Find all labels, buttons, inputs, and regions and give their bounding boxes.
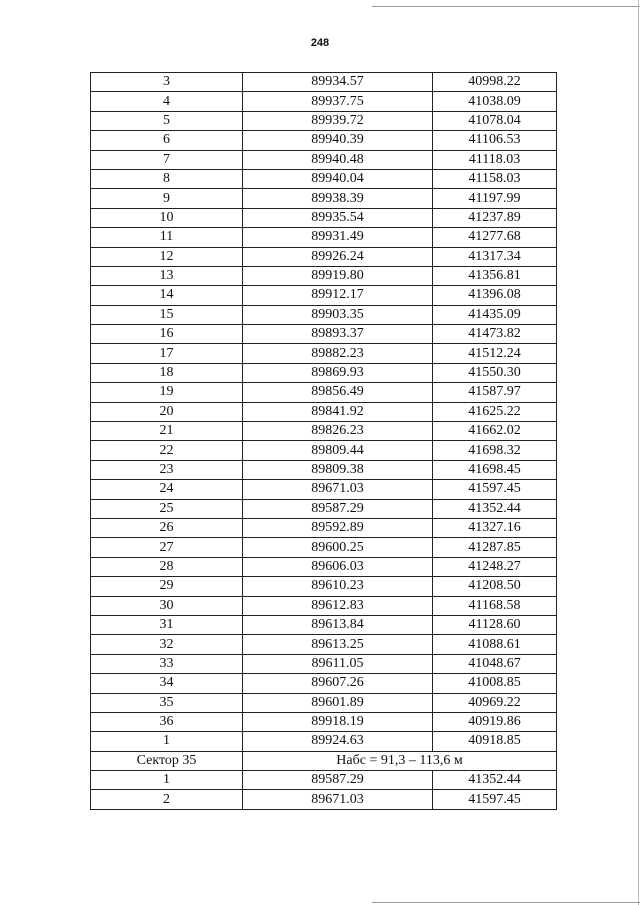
page-number: 248 (310, 37, 330, 49)
table-row (91, 790, 557, 809)
x-coordinate-cell: 89612.83 (243, 596, 433, 615)
point-number-cell: 13 (91, 266, 243, 285)
y-coordinate-cell: 41088.61 (433, 635, 557, 654)
y-coordinate-cell: 41208.50 (433, 577, 557, 596)
point-number-cell: 27 (91, 538, 243, 557)
point-number-cell: 25 (91, 499, 243, 518)
point-number-cell: 23 (91, 460, 243, 479)
x-coordinate-cell: 89606.03 (243, 557, 433, 576)
table-row (91, 557, 557, 576)
point-number-cell: 6 (91, 131, 243, 150)
x-coordinate-cell: 89587.29 (243, 771, 433, 790)
y-coordinate-cell: 41008.85 (433, 674, 557, 693)
table-row (91, 499, 557, 518)
point-number-cell: 1 (91, 732, 243, 751)
x-coordinate-cell: 89600.25 (243, 538, 433, 557)
x-coordinate-cell: 89940.48 (243, 150, 433, 169)
point-number-cell: 34 (91, 674, 243, 693)
point-number-cell: 1 (91, 771, 243, 790)
point-number-cell: 12 (91, 247, 243, 266)
point-number-cell: 29 (91, 577, 243, 596)
x-coordinate-cell: 89869.93 (243, 363, 433, 382)
point-number-cell: 30 (91, 596, 243, 615)
y-coordinate-cell: 41356.81 (433, 266, 557, 285)
y-coordinate-cell: 41317.34 (433, 247, 557, 266)
point-number-cell: 36 (91, 712, 243, 731)
table-row (91, 732, 557, 751)
x-coordinate-cell: 89882.23 (243, 344, 433, 363)
y-coordinate-cell: 41435.09 (433, 305, 557, 324)
table-row (91, 674, 557, 693)
point-number-cell: 5 (91, 111, 243, 130)
y-coordinate-cell: 41625.22 (433, 402, 557, 421)
point-number-cell: 20 (91, 402, 243, 421)
y-coordinate-cell: 41473.82 (433, 325, 557, 344)
y-coordinate-cell: 40918.85 (433, 732, 557, 751)
y-coordinate-cell: 41587.97 (433, 383, 557, 402)
y-coordinate-cell: 41597.45 (433, 480, 557, 499)
point-number-cell: 17 (91, 344, 243, 363)
y-coordinate-cell: 41277.68 (433, 228, 557, 247)
point-number-cell: 2 (91, 790, 243, 809)
table-row (91, 169, 557, 188)
point-number-cell: 11 (91, 228, 243, 247)
point-number-cell: 31 (91, 615, 243, 634)
x-coordinate-cell: 89935.54 (243, 208, 433, 227)
table-row (91, 615, 557, 634)
table-row (91, 771, 557, 790)
y-coordinate-cell: 41352.44 (433, 771, 557, 790)
x-coordinate-cell: 89937.75 (243, 92, 433, 111)
x-coordinate-cell: 89912.17 (243, 286, 433, 305)
x-coordinate-cell: 89601.89 (243, 693, 433, 712)
x-coordinate-cell: 89613.25 (243, 635, 433, 654)
x-coordinate-cell: 89934.57 (243, 73, 433, 92)
table-row (91, 344, 557, 363)
scan-edge-bottom (372, 902, 640, 903)
x-coordinate-cell: 89671.03 (243, 480, 433, 499)
y-coordinate-cell: 41048.67 (433, 654, 557, 673)
point-number-cell: 18 (91, 363, 243, 382)
y-coordinate-cell: 41597.45 (433, 790, 557, 809)
table-row (91, 383, 557, 402)
point-number-cell: 4 (91, 92, 243, 111)
scan-edge-top (372, 6, 640, 7)
point-number-cell: 26 (91, 518, 243, 537)
x-coordinate-cell: 89592.89 (243, 518, 433, 537)
x-coordinate-cell: 89671.03 (243, 790, 433, 809)
x-coordinate-cell: 89613.84 (243, 615, 433, 634)
y-coordinate-cell: 41078.04 (433, 111, 557, 130)
y-coordinate-cell: 41396.08 (433, 286, 557, 305)
y-coordinate-cell: 41698.32 (433, 441, 557, 460)
point-number-cell: 28 (91, 557, 243, 576)
x-coordinate-cell: 89940.39 (243, 131, 433, 150)
table-row (91, 228, 557, 247)
x-coordinate-cell: 89939.72 (243, 111, 433, 130)
table-row (91, 189, 557, 208)
table-row (91, 538, 557, 557)
point-number-cell: 19 (91, 383, 243, 402)
point-number-cell: 22 (91, 441, 243, 460)
coordinates-table-body (91, 73, 557, 810)
y-coordinate-cell: 41662.02 (433, 422, 557, 441)
x-coordinate-cell: 89841.92 (243, 402, 433, 421)
table-row (91, 635, 557, 654)
table-row (91, 92, 557, 111)
table-row (91, 402, 557, 421)
point-number-cell: 32 (91, 635, 243, 654)
table-row (91, 73, 557, 92)
point-number-cell: 15 (91, 305, 243, 324)
scan-edge-right (638, 0, 639, 905)
y-coordinate-cell: 41550.30 (433, 363, 557, 382)
coordinates-table (90, 72, 557, 810)
y-coordinate-cell: 41128.60 (433, 615, 557, 634)
y-coordinate-cell: 41197.99 (433, 189, 557, 208)
x-coordinate-cell: 89856.49 (243, 383, 433, 402)
y-coordinate-cell: 41512.24 (433, 344, 557, 363)
table-row (91, 266, 557, 285)
y-coordinate-cell: 41106.53 (433, 131, 557, 150)
point-number-cell: 7 (91, 150, 243, 169)
point-number-cell: 35 (91, 693, 243, 712)
x-coordinate-cell: 89938.39 (243, 189, 433, 208)
y-coordinate-cell: 41118.03 (433, 150, 557, 169)
y-coordinate-cell: 41237.89 (433, 208, 557, 227)
point-number-cell: 3 (91, 73, 243, 92)
x-coordinate-cell: 89940.04 (243, 169, 433, 188)
table-row (91, 247, 557, 266)
y-coordinate-cell: 40998.22 (433, 73, 557, 92)
y-coordinate-cell: 41352.44 (433, 499, 557, 518)
table-row (91, 693, 557, 712)
table-row (91, 363, 557, 382)
y-coordinate-cell: 41698.45 (433, 460, 557, 479)
y-coordinate-cell: 41248.27 (433, 557, 557, 576)
table-row (91, 460, 557, 479)
point-number-cell: 16 (91, 325, 243, 344)
x-coordinate-cell: 89826.23 (243, 422, 433, 441)
point-number-cell: 14 (91, 286, 243, 305)
y-coordinate-cell: 41287.85 (433, 538, 557, 557)
x-coordinate-cell: 89931.49 (243, 228, 433, 247)
point-number-cell: 8 (91, 169, 243, 188)
x-coordinate-cell: 89610.23 (243, 577, 433, 596)
x-coordinate-cell: 89926.24 (243, 247, 433, 266)
x-coordinate-cell: 89924.63 (243, 732, 433, 751)
table-row (91, 596, 557, 615)
y-coordinate-cell: 41327.16 (433, 518, 557, 537)
x-coordinate-cell: 89611.05 (243, 654, 433, 673)
y-coordinate-cell: 41158.03 (433, 169, 557, 188)
x-coordinate-cell: 89587.29 (243, 499, 433, 518)
x-coordinate-cell: 89809.38 (243, 460, 433, 479)
point-number-cell: 9 (91, 189, 243, 208)
y-coordinate-cell: 41168.58 (433, 596, 557, 615)
table-row (91, 518, 557, 537)
y-coordinate-cell: 40919.86 (433, 712, 557, 731)
table-row (91, 111, 557, 130)
point-number-cell: 21 (91, 422, 243, 441)
point-number-cell: 24 (91, 480, 243, 499)
x-coordinate-cell: 89607.26 (243, 674, 433, 693)
table-row (91, 325, 557, 344)
table-row (91, 131, 557, 150)
y-coordinate-cell: 41038.09 (433, 92, 557, 111)
table-row (91, 480, 557, 499)
x-coordinate-cell: 89903.35 (243, 305, 433, 324)
x-coordinate-cell: 89809.44 (243, 441, 433, 460)
point-number-cell: 10 (91, 208, 243, 227)
table-row (91, 305, 557, 324)
point-number-cell: 33 (91, 654, 243, 673)
y-coordinate-cell: 40969.22 (433, 693, 557, 712)
table-row (91, 286, 557, 305)
sector-height-range: Набс = 91,3 – 113,6 м (243, 751, 557, 770)
table-row (91, 712, 557, 731)
x-coordinate-cell: 89918.19 (243, 712, 433, 731)
sector-label: Сектор 35 (91, 751, 243, 770)
table-row (91, 150, 557, 169)
table-row (91, 422, 557, 441)
table-row (91, 208, 557, 227)
table-row (91, 654, 557, 673)
table-row (91, 441, 557, 460)
x-coordinate-cell: 89919.80 (243, 266, 433, 285)
table-row (91, 577, 557, 596)
sector-header-row (91, 751, 557, 770)
x-coordinate-cell: 89893.37 (243, 325, 433, 344)
